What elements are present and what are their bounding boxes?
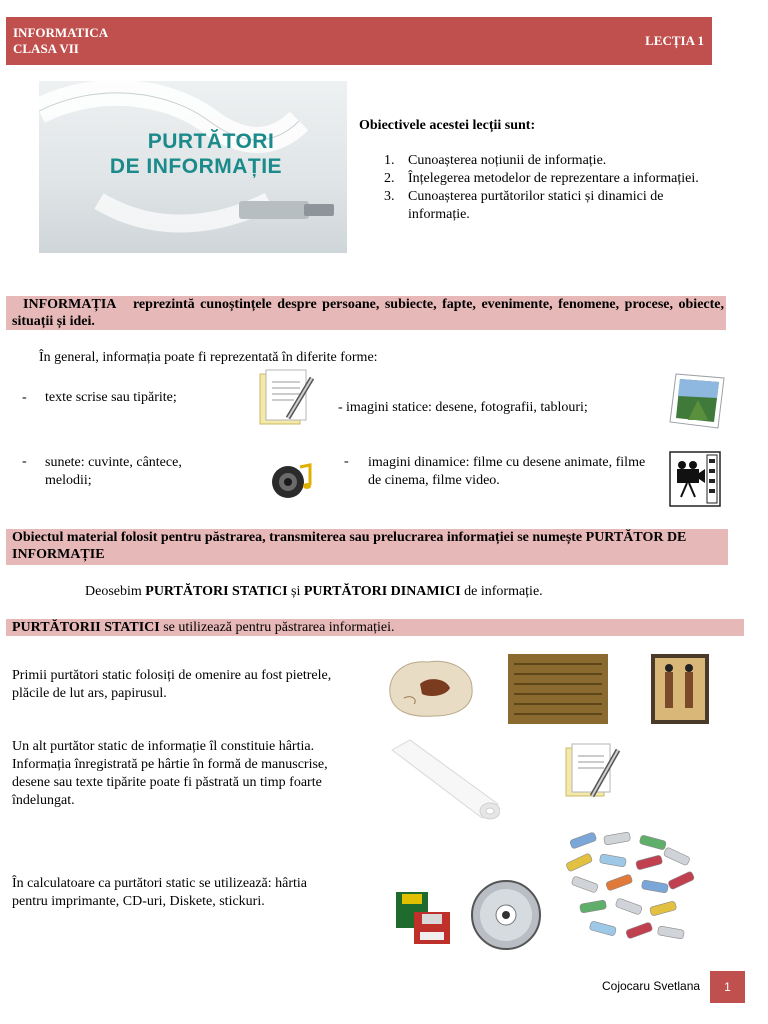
list-item: [384, 152, 724, 170]
page-number: 1: [710, 971, 745, 1003]
bullet-dash: -: [344, 454, 349, 469]
list-item-number: 3.: [384, 189, 395, 204]
distinguish-line: [85, 584, 543, 600]
photo-icon: [668, 370, 726, 430]
usb-sticks-image: [560, 828, 698, 952]
paragraph-paper: Un alt purtător static de informație îl constituie hârtia. Informația înregistrată pe hârtie în formă de manuscrise, desene sau texte tipărite poate fi păstrată un timp foarte îndelungat.: [12, 739, 328, 808]
static-carriers-term: PURTĂTORI STATICI: [145, 584, 288, 599]
speaker-music-icon: [270, 459, 314, 503]
clay-tablet-image: [508, 654, 608, 724]
objectives-title: Obiectivele acestei lecții sunt:: [359, 118, 536, 133]
grade-label: CLASA VII: [13, 41, 79, 56]
definition-term: INFORMAȚIA: [23, 297, 117, 312]
material-definition-bar: [6, 529, 728, 565]
floppy-disks-image: [394, 888, 454, 948]
static-heading-bar: [6, 619, 744, 636]
video-camera-film-icon: [669, 451, 721, 507]
distinguish-pre: Deosebim: [85, 584, 146, 599]
static-heading-rest: se utilizează pentru păstrarea informației.: [159, 620, 395, 635]
banner-title-line2: DE INFORMAȚIE: [109, 155, 283, 178]
cd-disc-image: [470, 879, 542, 951]
paragraph-first-carriers: Primii purtători static folosiți de omenire au fost pietrele, plăcile de lut ars, papirusul.: [12, 668, 332, 701]
definition-bar: [6, 296, 726, 330]
form-sounds: sunete: cuvinte, cântece, melodii;: [45, 455, 182, 488]
form-static-images: imagini statice: desene, fotografii, tablouri;: [346, 400, 588, 415]
list-item-number: 2.: [384, 171, 395, 186]
document-pen-icon: [256, 366, 320, 430]
banner-image: [39, 81, 347, 253]
static-heading-bold: PURTĂTORII STATICI: [12, 620, 160, 635]
distinguish-mid: și: [287, 584, 304, 599]
objectives-list: [384, 152, 724, 224]
stone-carving-image: [384, 654, 476, 720]
definition-text: reprezintă cunoștințele despre persoane, subiecte, fapte, evenimente, fenomene, procese, obiecte, situații și idei.: [12, 297, 725, 329]
form-dynamic-images: imagini dinamice: filme cu desene animate, filme de cinema, filme video.: [368, 455, 646, 488]
list-item-number: 1.: [384, 153, 395, 168]
banner-title-line1: PURTĂTORI: [147, 130, 275, 153]
document-pen-icon: [562, 740, 622, 804]
list-item-text: Cunoașterea purtătorilor statici și dinamici de informație.: [408, 189, 664, 222]
list-item-text: Cunoașterea noțiunii de informație.: [408, 153, 607, 168]
bullet-dash: -: [22, 454, 27, 469]
form-texts: texte scrise sau tipărite;: [45, 390, 177, 405]
forms-intro: În general, informația poate fi reprezentată în diferite forme:: [39, 350, 378, 365]
header-bar: [6, 17, 712, 65]
footer-author: Cojocaru Svetlana: [602, 979, 701, 993]
list-item: [384, 188, 724, 224]
lesson-label: LECȚIA 1: [645, 33, 704, 48]
list-item: [384, 170, 724, 188]
paper-roll-image: [390, 738, 500, 826]
material-definition-text: Obiectul material folosit pentru păstrarea, transmiterea sau prelucrarea informației se numește PURTĂTOR DE INFORMAȚIE: [12, 530, 687, 562]
list-item-text: Înțelegerea metodelor de reprezentare a informației.: [408, 171, 699, 186]
bullet-dash: -: [22, 390, 27, 405]
paragraph-computer-carriers: În calculatoare ca purtători static se utilizează: hârtia pentru imprimante, CD-uri, Diskete, stickuri.: [12, 876, 308, 909]
bullet-dash: -: [338, 400, 343, 415]
papyrus-image: [651, 654, 709, 724]
dynamic-carriers-term: PURTĂTORI DINAMICI: [303, 584, 461, 599]
distinguish-post: de informație.: [460, 584, 543, 599]
subject-label: INFORMATICA: [13, 25, 109, 40]
